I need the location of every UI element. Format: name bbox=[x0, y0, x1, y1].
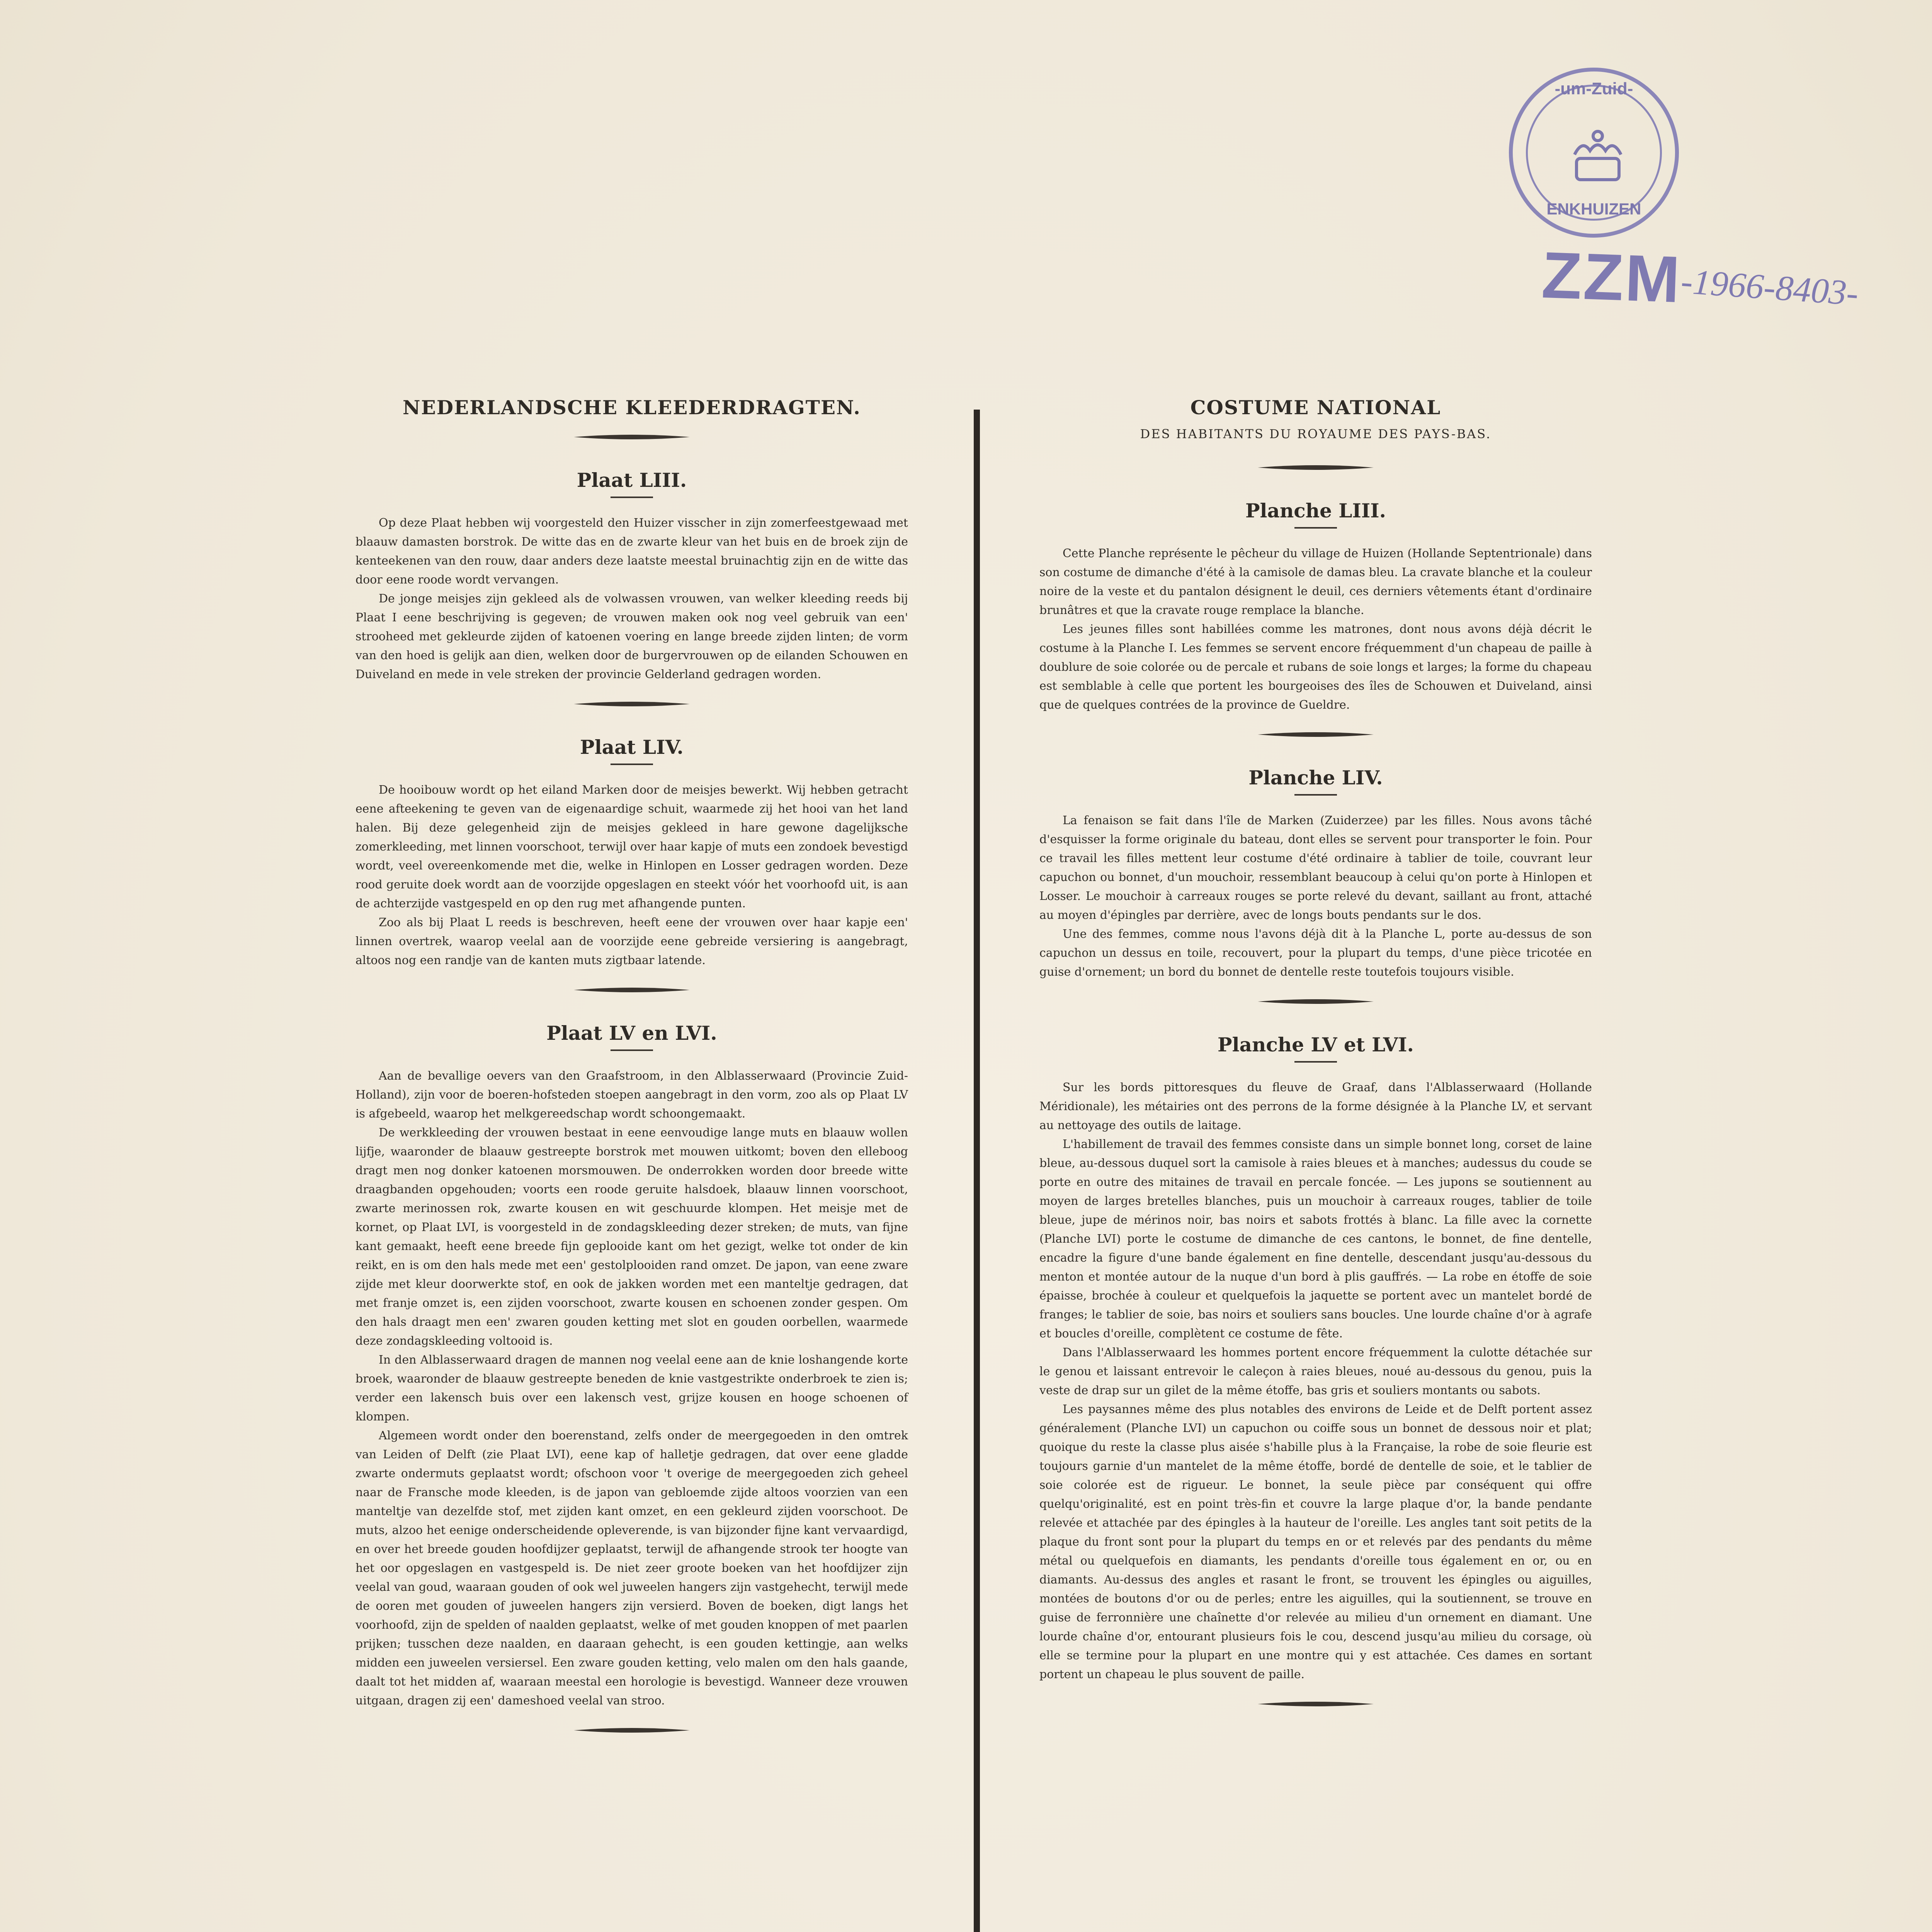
plate-heading: Plaat LV en LVI. bbox=[546, 1022, 717, 1044]
ornament-divider bbox=[355, 1722, 908, 1741]
paragraph: De hooibouw wordt op het eiland Marken door de meisjes bewerkt. Wij hebben getracht eene afteekening te geven van de eigenaardige schuit, waarmede zij het hooi van het land halen. Bij deze gelegenheid zijn de meisjes gekleed in hare gewone dagelijksche zomerkleeding, met linnen voorschoot, terwijl over haar kapje of muts een zondoek bevestigd wordt, veel overeenkomende met die, welke in Hinlopen en Losser gedragen worden. Deze rood geruite doek wordt aan de voorzijde opgeslagen en steekt vóór het voorhoofd uit, is aan de achterzijde vastgespeld en op den rug met afhangende punten. bbox=[355, 783, 908, 910]
paragraph: Une des femmes, comme nous l'avons déjà dit à la Planche L, porte au-dessus de son capuchon un dessus en toile, recouvert, pour la plupart du temps, d'une pièce tricotée en guise d'ornement; un bord du bonnet de dentelle reste toutefois toujours visible. bbox=[1039, 927, 1592, 979]
stamp-bottom-text: ENKHUIZEN bbox=[1546, 200, 1641, 218]
dutch-column bbox=[355, 398, 908, 1764]
ornament-divider bbox=[1039, 459, 1592, 478]
plate-heading: Plaat LIII. bbox=[577, 469, 687, 492]
paragraph: Les paysannes même des plus notables des environs de Leide et de Delft portent assez généralement (Planche LVI) un capuchon ou coiffe sous un bonnet de dessous noir et plat; quoique du reste la classe plus aisée s'habille plus à la Française, la robe de soie fleurie est toujours garnie d'un mantelet de la même étoffe, bordé de dentelle de soie, et le tablier de soie colorée est de rigueur. Le bonnet, la seule pièce par conséquent qui offre quelqu'originalité, est en point très-fin et couvre la large plaque d'or, la bande pendante relevée et attachée par des épingles à la hauteur de l'oreille. Les angles tant soit petits de la plaque du front sont pour la plupart du temps en or et relevés par des pendants du même métal ou quelquefois en diamants, les pendants d'oreille tous également en or, ou en diamants. Au-dessus des angles et rasant le front, se trouvent les épingles ou aiguilles, montées de boutons d'or ou de perles; entre les aiguilles, qui la soutiennent, se trouve en guise de ferronnière une chaînette d'or relevée au milieu d'un ornement en diamant. Une lourde chaîne d'or, entourant plusieurs fois le cou, descend jusqu'au milieu du corsage, où elle se termine pour la plupart en une montre qui y est attachée. Ces dames en sortant portent un chapeau le plus souvent de paille. bbox=[1039, 1403, 1592, 1681]
paragraph: De werkkleeding der vrouwen bestaat in eene eenvoudige lange muts en blaauw wollen lijfje, waaronder de blaauw gestreepte borstrok met mouwen uitkomt; boven den elleboog dragt men nog donker katoenen morsmouwen. De onderrokken worden door breede witte draagbanden opgehouden; voorts een roode geruite halsdoek, blaauw linnen voorschoot, zwarte merinossen rok, zwarte kousen en wit geschuurde klompen. Het meisje met de kornet, op Plaat LVI, is voorgesteld in de zondagskleeding dezer streken; de muts, van fijne kant gemaakt, heeft eene breede fijn geplooide kant om het gezigt, welke tot onder de kin reikt, en is om den hals mede met een' gestolplooiden rand omzet. De japon, van eene zware zijde met kleur doorwerkte stof, en ook de jakken worden met een manteltje gedragen, dat met franje omzet is, een zijden voorschoot, zwarte kousen en schoenen zonder gespen. Om den hals draagt men een' zwaren gouden ketting met slot en gouden oorbellen, waarmede deze zondagskleeding voltooid is. bbox=[355, 1126, 908, 1348]
short-rule bbox=[611, 497, 653, 498]
stamp-top-text: -um-Zuid- bbox=[1554, 79, 1633, 98]
short-rule bbox=[611, 1049, 653, 1051]
paragraph: Op deze Plaat hebben wij voorgesteld den Huizer visscher in zijn zomerfeestgewaad met blaauw damasten borstrok. De witte das en de zwarte kleur van het buis en de broek zijn de kenteekenen van den rouw, daar anders deze laatste meestal bruinachtig zijn en de witte das door eene roode wordt vervangen. bbox=[355, 516, 908, 587]
plate-heading: Plaat LIV. bbox=[580, 736, 684, 759]
crown-icon bbox=[1567, 128, 1629, 185]
dutch-title: NEDERLANDSCHE KLEEDERDRAGTEN. bbox=[402, 396, 861, 419]
paragraph: Cette Planche représente le pêcheur du village de Huizen (Hollande Septentrionale) dans son costume de dimanche d'été à la camisole de damas bleu. La cravate blanche et la couleur noire de la veste et du pantalon désignent le deuil, ces derniers vêtements étant d'ordinaire brunâtres et que la cravate rouge remplace la blanche. bbox=[1039, 547, 1592, 617]
paragraph: De jonge meisjes zijn gekleed als de volwassen vrouwen, van welker kleeding reeds bij Plaat I eene beschrijving is gegeven; de vrouwen maken ook nog veel gebruik van een' strooheed met gekleurde zijden of katoenen voering en lange breede zijden linten; de vorm van den hoed is gelijk aan dien, welken door de burgervrouwen op de eilanden Schouwen en Duiveland en mede in vele streken der provincie Gelderland gedragen worden. bbox=[355, 592, 908, 681]
ornament-divider bbox=[1039, 726, 1592, 745]
column-divider bbox=[974, 410, 980, 1932]
stamp-code: ZZM bbox=[1540, 238, 1683, 317]
french-column bbox=[1039, 398, 1592, 1738]
ornament-divider bbox=[355, 429, 908, 447]
short-rule bbox=[611, 764, 653, 765]
short-rule bbox=[1294, 527, 1337, 529]
paragraph: La fenaison se fait dans l'île de Marken (Zuiderzee) par les filles. Nous avons tâché d'esquisser la forme originale du bateau, dont elles se servent pour transporter le foin. Pour ce travail les filles mettent leur costume d'été ordinaire à tablier de toile, couvrant leur capuchon ou bonnet, d'un mouchoir, ressemblant beaucoup à celui qu'on porte à Hinlopen et Losser. Le mouchoir à carreaux rouges se porte relevé du devant, saillant au front, attaché au moyen d'épingles par derrière, avec de longs bouts pendants sur le dos. bbox=[1039, 814, 1592, 922]
paragraph: Algemeen wordt onder den boerenstand, zelfs onder de meergegoeden in den omtrek van Leiden of Delft (zie Plaat LVI), eene kap of halletje gedragen, dat over eene gladde zwarte ondermuts geplaatst wordt; ofschoon voor 't overige de meergegoeden zich geheel naar de Fransche mode kleeden, is de japon van gebloemde zijde altoos voorzien van een manteltje van dezelfde stof, met zijden kant omzet, en een gekleurd zijden voorschoot. De muts, alzoo het eenige onderscheidende opleverende, is van bijzonder fijne kant vervaardigd, en over het breede gouden hoofdijzer geplaatst, terwijl de afhangende strook ter hoogte van het oor opgeslagen en vastgespeld is. De niet zeer groote boeken van het hoofdijzer zijn veelal van goud, waaraan gouden of ook wel juweelen hangers zijn vastgehecht, terwijl mede de ooren met gouden of juweelen hangers zijn versierd. Boven de boeken, digt langs het voorhoofd, zijn de spelden of naalden geplaatst, welke of met gouden knoppen of met paarlen prijken; tusschen deze naalden, en daaraan gehecht, is een gouden kettingje, aan welks midden een juweelen versiersel. Een zware gouden ketting, velo malen om den hals gaande, daalt tot het midden af, waaraan meestal een horologie is bevestigd. Wanneer deze vrouwen uitgaan, dragen zij een' dameshoed veelal van stroo. bbox=[355, 1429, 908, 1708]
french-title: COSTUME NATIONAL bbox=[1190, 396, 1441, 419]
ornament-divider bbox=[355, 696, 908, 714]
ornament-divider bbox=[1039, 1696, 1592, 1714]
short-rule bbox=[1294, 794, 1337, 796]
paragraph: Zoo als bij Plaat L reeds is beschreven, heeft eene der vrouwen over haar kapje een' linnen overtrek, waarop veelal aan de voorzijde eene gebreide versiering is aangebragt, altoos nog een randje van de kanten muts zigtbaar latende. bbox=[355, 916, 908, 967]
paragraph: Dans l'Alblasserwaard les hommes portent encore fréquemment la culotte détachée sur le genou et laissant entrevoir le caleçon à raies bleues, noué au-dessous du genou, puis la veste de drap sur un gilet de la même étoffe, bas gris et souliers montants ou sabots. bbox=[1039, 1346, 1592, 1397]
ornament-divider bbox=[355, 981, 908, 1000]
plate-heading: Planche LIII. bbox=[1245, 499, 1386, 522]
plate-heading: Planche LV et LVI. bbox=[1218, 1033, 1414, 1056]
french-subtitle: DES HABITANTS DU ROYAUME DES PAYS-BAS. bbox=[1140, 427, 1492, 441]
ornament-divider bbox=[1039, 993, 1592, 1012]
paragraph: In den Alblasserwaard dragen de mannen nog veelal eene aan de knie loshangende korte broek, waaronder de blaauw gestreepte beneden de knie vastgestrikte onderbroek te zien is; verder een lakensch buis over een lakensch vest, grijze kousen en hooge schoenen of klompen. bbox=[355, 1353, 908, 1423]
paragraph: Aan de bevallige oevers van den Graafstroom, in den Alblasserwaard (Provincie Zuid-Holland), zijn voor de boeren-hofsteden stoepen aangebragt in den vorm, zoo als op Plaat LV is afgebeeld, waarop het melkgereedschap wordt schoongemaakt. bbox=[355, 1069, 908, 1121]
paragraph: Sur les bords pittoresques du fleuve de Graaf, dans l'Alblasserwaard (Hollande Méridionale), les métairies ont des perrons de la forme désignée à la Planche LV, et servant au nettoyage des outils de laitage. bbox=[1039, 1081, 1592, 1132]
plate-heading: Planche LIV. bbox=[1248, 766, 1383, 789]
inventory-number: -1966-8403- bbox=[1680, 261, 1860, 313]
paragraph: L'habillement de travail des femmes consiste dans un simple bonnet long, corset de laine bleue, au-dessous duquel sort la camisole à raies bleues et à manches; audessus du coude se porte en outre des mitaines de travail en percale foncée. — Les jupons se soutiennent au moyen de larges bretelles blanches, puis un mouchoir à carreaux rouges, tablier de toile bleue, jupe de mérinos noir, bas noirs et sabots frottés à blanc. La fille avec la cornette (Planche LVI) porte le costume de dimanche de ces cantons, le bonnet, de fine dentelle, encadre la figure d'une bande également en fine dentelle, descendant jusqu'au-dessous du menton et montée autour de la nuque d'un bord à plis gauffrés. — La robe en étoffe de soie épaisse, brochée à couleur et quelquefois la jaquette se portent avec un mantelet bordé de franges; le tablier de soie, bas noirs et souliers sans boucles. Une lourde chaîne d'or à agrafe et boucles d'oreille, complètent ce costume de fête. bbox=[1039, 1138, 1592, 1340]
short-rule bbox=[1294, 1061, 1337, 1063]
paragraph: Les jeunes filles sont habillées comme les matrones, dont nous avons déjà décrit le costume à la Planche I. Les femmes se servent encore fréquemment d'un chapeau de paille à doublure de soie colorée ou de percale et rubans de soie longs et larges; la forme du chapeau est semblable à celle que portent les bourgeoises des îles de Schouwen et Duiveland, ainsi que de quelques contrées de la province de Gueldre. bbox=[1039, 622, 1592, 712]
museum-stamp bbox=[1509, 68, 1679, 238]
